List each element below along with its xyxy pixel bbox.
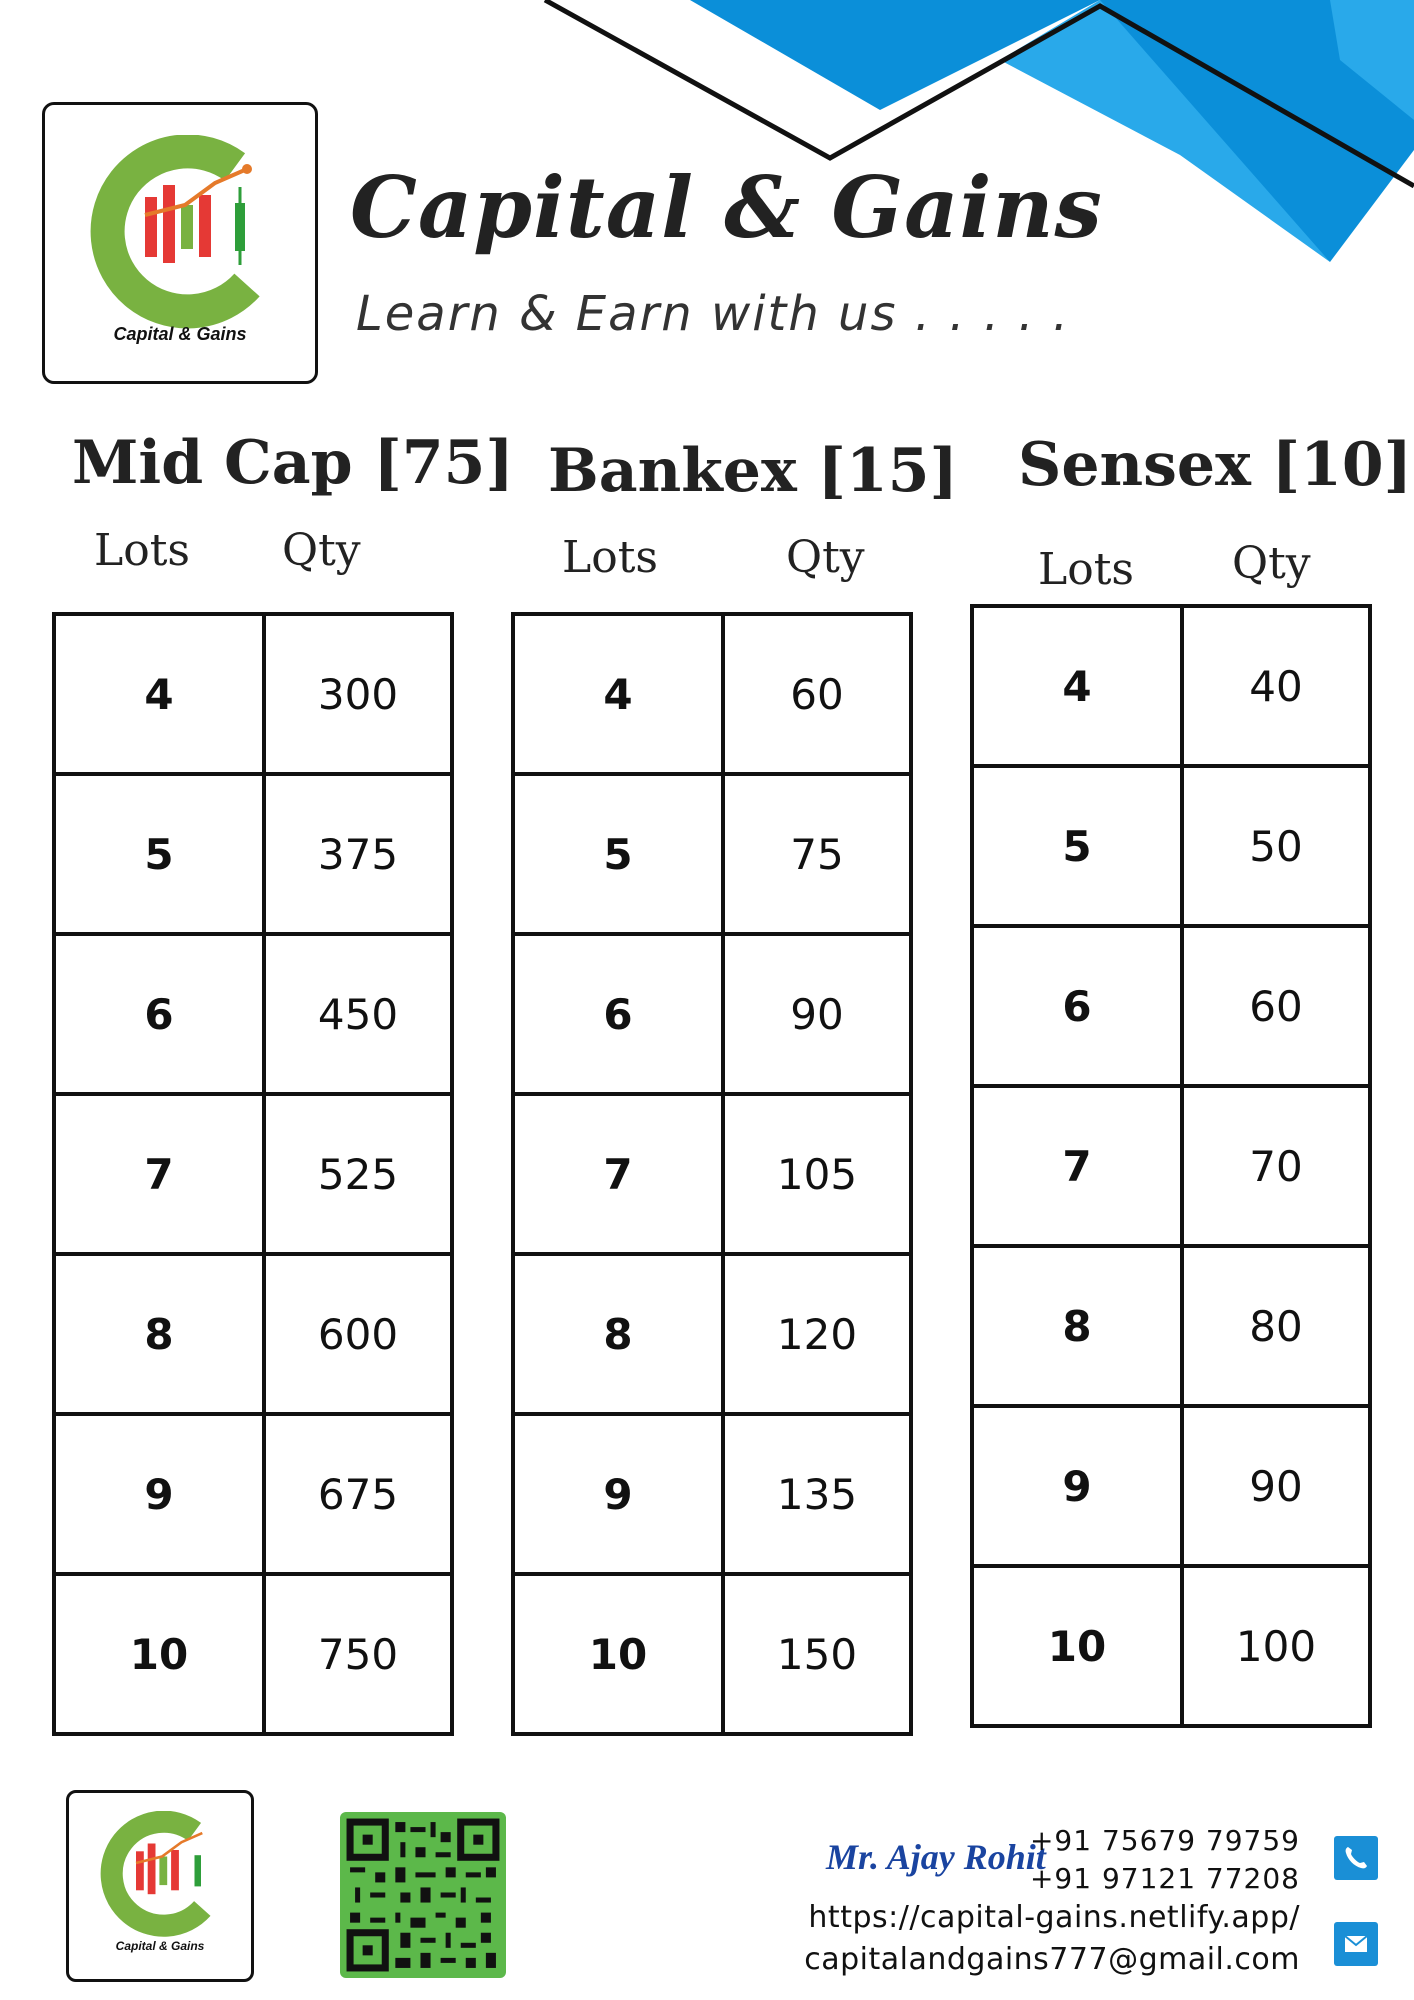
table-row [972,1246,1370,1406]
email-icon [1334,1922,1378,1966]
lots-cell: 7 [513,1094,723,1254]
phone-number-2[interactable]: +91 97121 77208 [1029,1862,1300,1895]
phone-icon [1334,1836,1378,1880]
column-header-qty: Qty [282,525,361,576]
table-row [972,1406,1370,1566]
qty-cell: 750 [264,1574,452,1734]
table-row [54,934,452,1094]
qty-cell: 60 [723,614,911,774]
column-header-lots: Lots [562,532,658,583]
qty-cell: 90 [723,934,911,1094]
logo-trend-dot [242,164,252,174]
table-row [513,614,911,774]
qty-cell: 100 [1182,1566,1370,1726]
phone-number-1[interactable]: +91 75679 79759 [1029,1824,1300,1857]
qty-cell: 525 [264,1094,452,1254]
column-header-qty: Qty [786,532,865,583]
qty-cell: 135 [723,1414,911,1574]
qty-cell: 90 [1182,1406,1370,1566]
qty-cell: 80 [1182,1246,1370,1406]
table-row [54,774,452,934]
qr-finder-center [363,1835,373,1845]
logo-candle [195,1855,202,1886]
table-row [54,1574,452,1734]
table-row [972,766,1370,926]
lots-cell: 5 [972,766,1182,926]
qr-code-image [340,1812,506,1978]
website-link[interactable]: https://capital-gains.netlify.app/ [808,1900,1300,1935]
qty-cell: 60 [1182,926,1370,1086]
logo-caption: Capital & Gains [113,324,247,344]
phone-icon-glyph [1334,1836,1378,1880]
qty-cell: 450 [264,934,452,1094]
lots-cell: 6 [972,926,1182,1086]
table-row [54,1254,452,1414]
lots-cell: 10 [54,1574,264,1734]
table-row [54,1094,452,1254]
logo-candle [148,1844,156,1895]
qty-cell: 75 [723,774,911,934]
lots-cell: 5 [513,774,723,934]
table-row [513,934,911,1094]
column-header-qty: Qty [1232,538,1311,589]
table-row [972,1086,1370,1246]
footer-logo-caption: Capital & Gains [115,1939,205,1953]
lots-cell: 8 [54,1254,264,1414]
midcap-table [52,612,454,1736]
lots-cell: 9 [972,1406,1182,1566]
logo-candle [145,197,157,257]
brand-tagline: Learn & Earn with us . . . . . [356,286,1071,342]
table-row [972,606,1370,766]
lots-cell: 4 [513,614,723,774]
table-row [513,1094,911,1254]
email-icon-glyph [1334,1922,1378,1966]
lots-cell: 9 [54,1414,264,1574]
section-title-sensex: Sensex [10] [1018,430,1413,500]
lots-cell: 5 [54,774,264,934]
column-header-lots: Lots [1038,544,1134,595]
lots-cell: 8 [972,1246,1182,1406]
lots-cell: 10 [513,1574,723,1734]
table-row [513,1254,911,1414]
table-row [513,1574,911,1734]
qr-finder-center [363,1945,373,1955]
section-title-midcap: Mid Cap [75] [72,428,514,498]
footer-logo [66,1790,254,1982]
table-row [513,774,911,934]
qty-cell: 50 [1182,766,1370,926]
lots-cell: 8 [513,1254,723,1414]
table-row [513,1414,911,1574]
qty-cell: 70 [1182,1086,1370,1246]
logo-candle [159,1857,167,1886]
lots-cell: 9 [513,1414,723,1574]
qty-cell: 600 [264,1254,452,1414]
qty-cell: 675 [264,1414,452,1574]
table-row [54,1414,452,1574]
qty-cell: 150 [723,1574,911,1734]
bankex-table [511,612,913,1736]
brand-logo [42,102,318,384]
qty-cell: 40 [1182,606,1370,766]
column-header-lots: Lots [94,525,190,576]
logo-trend [136,1833,202,1863]
table-row [972,1566,1370,1726]
footer-logo-mark [97,1811,227,1941]
qty-cell: 375 [264,774,452,934]
lots-cell: 7 [54,1094,264,1254]
email-link[interactable]: capitalandgains777@gmail.com [804,1942,1300,1977]
brand-title: Capital & Gains [350,158,1103,257]
contact-name: Mr. Ajay Rohit [826,1837,1046,1877]
lots-cell: 6 [54,934,264,1094]
logo-candle [136,1851,144,1890]
lots-cell: 6 [513,934,723,1094]
qr-finder-center [473,1835,483,1845]
table-row [54,614,452,774]
logo-mark [85,135,285,335]
qty-cell: 105 [723,1094,911,1254]
lots-cell: 4 [972,606,1182,766]
logo-candle [171,1850,179,1890]
lots-cell: 10 [972,1566,1182,1726]
table-row [972,926,1370,1086]
qr-code[interactable] [340,1812,506,1978]
section-title-bankex: Bankex [15] [548,436,958,506]
lots-cell: 7 [972,1086,1182,1246]
sensex-table [970,604,1372,1728]
logo-ring [112,1822,203,1926]
qty-cell: 120 [723,1254,911,1414]
qty-cell: 300 [264,614,452,774]
lots-cell: 4 [54,614,264,774]
